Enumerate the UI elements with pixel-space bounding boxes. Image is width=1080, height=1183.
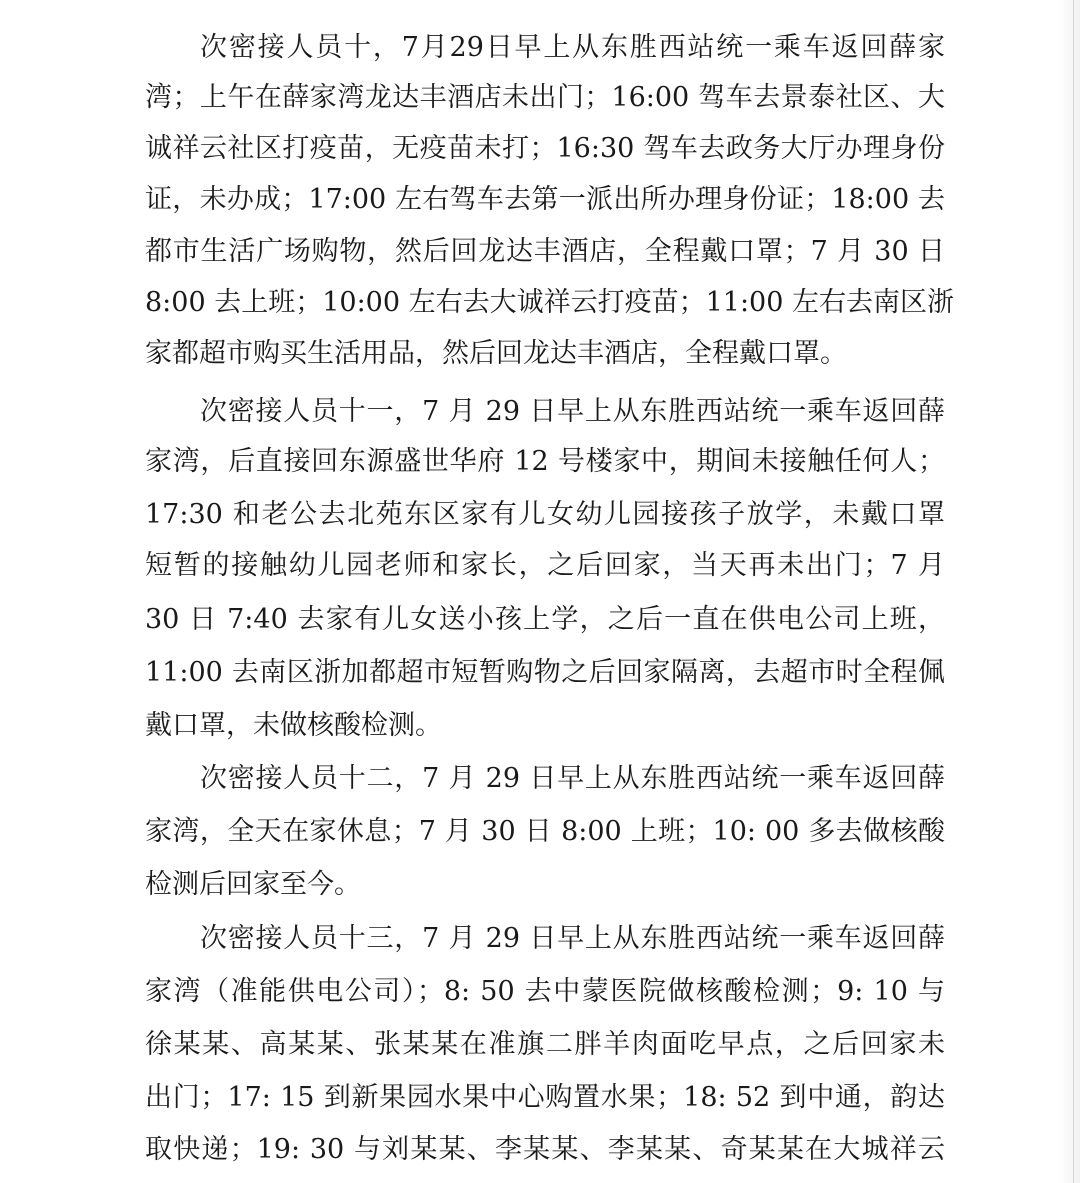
text-line: 都市生活广场购物，然后回龙达丰酒店，全程戴口罩；7 月 30 日 — [145, 236, 945, 267]
text-line: 次密接人员十一，7 月 29 日早上从东胜西站统一乘车返回薛 — [200, 396, 945, 427]
text-line: 家湾，后直接回东源盛世华府 12 号楼家中，期间未接触任何人； — [145, 446, 945, 477]
page-edge-shadow — [1058, 0, 1080, 1183]
text-line: 次密接人员十三，7 月 29 日早上从东胜西站统一乘车返回薛 — [200, 923, 945, 954]
text-line: 短暂的接触幼儿园老师和家长，之后回家，当天再未出门；7 月 — [145, 550, 945, 581]
text-line: 检测后回家至今。 — [145, 869, 361, 900]
text-line: 家湾，全天在家休息；7 月 30 日 8:00 上班；10: 00 多去做核酸 — [145, 816, 945, 847]
text-line: 家都超市购买生活用品，然后回龙达丰酒店，全程戴口罩。 — [145, 338, 847, 369]
text-line: 出门；17: 15 到新果园水果中心购置水果；18: 52 到中通，韵达 — [145, 1082, 945, 1113]
text-line: 徐某某、高某某、张某某在准旗二胖羊肉面吃早点，之后回家未 — [145, 1029, 945, 1060]
text-line: 8:00 去上班；10:00 左右去大诚祥云打疫苗；11:00 左右去南区浙 — [145, 287, 954, 318]
text-line: 戴口罩，未做核酸检测。 — [145, 710, 442, 741]
text-line: 次密接人员十二，7 月 29 日早上从东胜西站统一乘车返回薛 — [200, 763, 945, 794]
text-line: 17:30 和老公去北苑东区家有儿女幼儿园接孩子放学，未戴口罩 — [145, 499, 945, 530]
text-line: 湾；上午在薛家湾龙达丰酒店未出门；16:00 驾车去景泰社区、大 — [145, 82, 945, 113]
text-line: 30 日 7:40 去家有儿女送小孩上学，之后一直在供电公司上班， — [145, 604, 945, 635]
text-line: 取快递；19: 30 与刘某某、李某某、李某某、奇某某在大城祥云 — [145, 1134, 945, 1165]
text-line: 11:00 去南区浙加都超市短暂购物之后回家隔离，去超市时全程佩 — [145, 657, 945, 688]
text-line: 诚祥云社区打疫苗，无疫苗未打；16:30 驾车去政务大厅办理身份 — [145, 133, 945, 164]
text-line: 家湾（准能供电公司）；8: 50 去中蒙医院做核酸检测；9: 10 与 — [145, 976, 945, 1007]
text-line: 证，未办成；17:00 左右驾车去第一派出所办理身份证；18:00 去 — [145, 184, 945, 215]
page-edge-line — [1073, 0, 1074, 1183]
text-line: 次密接人员十，7月29日早上从东胜西站统一乘车返回薛家 — [200, 32, 945, 63]
